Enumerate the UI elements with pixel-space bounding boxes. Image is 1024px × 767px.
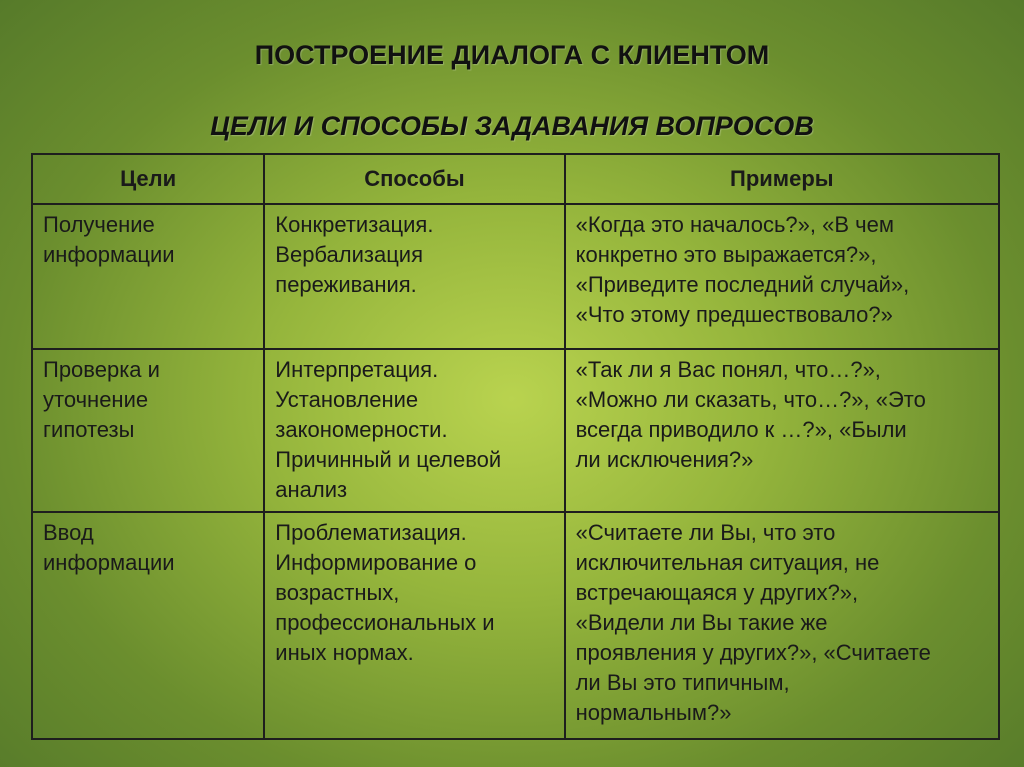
table-row: [32, 512, 999, 739]
methods-cell: [264, 512, 564, 739]
goals-methods-table: [31, 153, 1000, 740]
goal-cell: [32, 512, 264, 739]
goal-text: Проверка и: [43, 357, 160, 382]
header-examples: Примеры: [565, 154, 999, 204]
examples-text: «Видели ли Вы такие же: [575, 610, 828, 635]
examples-text: ли исключения?»: [575, 447, 754, 472]
header-goals: Цели: [32, 154, 264, 204]
methods-text: Вербализация: [275, 242, 424, 267]
examples-text: «Можно ли сказать, что…?», «Это: [575, 387, 926, 412]
methods-text: иных нормах.: [275, 640, 414, 665]
header-methods: Способы: [264, 154, 564, 204]
examples-text: конкретно это выражается?»,: [575, 242, 877, 267]
examples-text: ли Вы это типичным,: [575, 670, 790, 695]
examples-text: всегда приводило к …?», «Были: [575, 417, 907, 442]
examples-text: «Что этому предшествовало?»: [575, 302, 893, 327]
methods-text: Причинный и целевой: [275, 447, 502, 472]
examples-text: исключительная ситуация, не: [575, 550, 880, 575]
examples-text: «Приведите последний случай»,: [575, 272, 910, 297]
methods-text: Установление: [275, 387, 419, 412]
examples-cell: [565, 512, 999, 739]
slide-title: ПОСТРОЕНИЕ ДИАЛОГА С КЛИЕНТОМ: [254, 40, 770, 70]
examples-text: «Считаете ли Вы, что это: [575, 520, 836, 545]
goal-text: гипотезы: [43, 417, 135, 442]
methods-text: Проблематизация.: [275, 520, 467, 545]
methods-cell: [264, 349, 564, 512]
slide-subtitle: ЦЕЛИ И СПОСОБЫ ЗАДАВАНИЯ ВОПРОСОВ: [210, 111, 814, 141]
goal-text: информации: [43, 242, 175, 267]
examples-text: встречающаяся у других?»,: [575, 580, 859, 605]
methods-text: Конкретизация.: [275, 212, 434, 237]
goal-cell: [32, 349, 264, 512]
methods-text: переживания.: [275, 272, 417, 297]
goal-text: информации: [43, 550, 175, 575]
examples-text: нормальным?»: [575, 700, 732, 725]
examples-text: «Когда это началось?», «В чем: [575, 212, 894, 237]
table-row: [32, 349, 999, 512]
methods-text: Информирование о: [275, 550, 477, 575]
table-header-row: [32, 154, 999, 204]
methods-cell: [264, 204, 564, 349]
examples-text: «Так ли я Вас понял, что…?»,: [575, 357, 881, 382]
goal-text: Получение: [43, 212, 155, 237]
examples-text: проявления у других?», «Считаете: [575, 640, 931, 665]
table-row: [32, 204, 999, 349]
goal-cell: [32, 204, 264, 349]
methods-text: Интерпретация.: [275, 357, 439, 382]
goal-text: уточнение: [43, 387, 149, 412]
goal-text: Ввод: [43, 520, 94, 545]
methods-text: профессиональных и: [275, 610, 495, 635]
examples-cell: [565, 349, 999, 512]
methods-text: возрастных,: [275, 580, 400, 605]
methods-text: закономерности.: [275, 417, 448, 442]
methods-text: анализ: [275, 477, 348, 502]
examples-cell: [565, 204, 999, 349]
